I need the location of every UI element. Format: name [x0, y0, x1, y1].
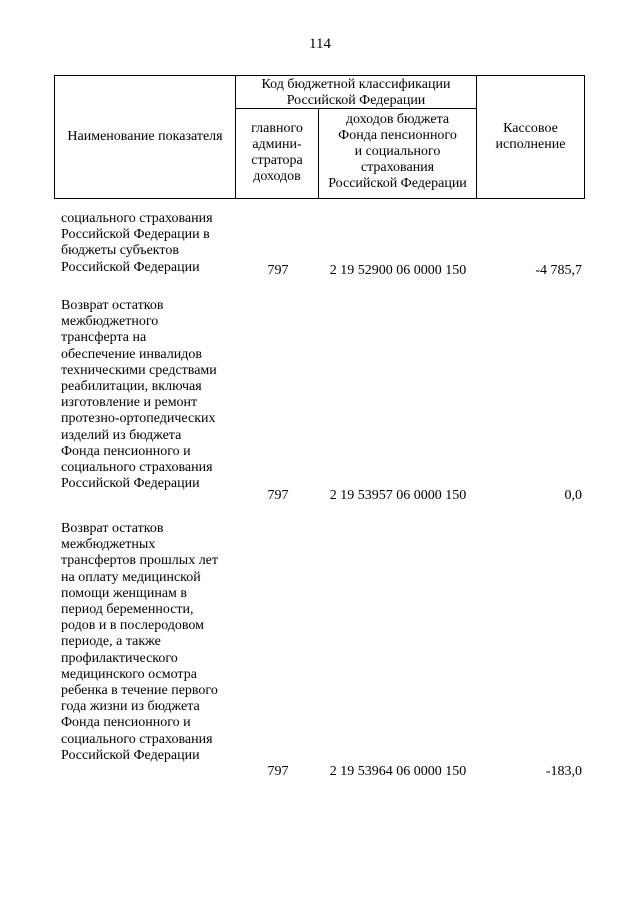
- row-indicator-name: [61, 211, 251, 276]
- row-indicator-name: [61, 298, 251, 492]
- row-admin-code: 797: [267, 263, 289, 278]
- header-admin-line: стратора: [251, 153, 303, 168]
- row-name-line: Фонда пенсионного и: [61, 715, 191, 731]
- row-name-line: социального страхования: [61, 460, 213, 476]
- header-admin-line: доходов: [253, 169, 301, 184]
- row-admin-code: 797: [267, 488, 289, 503]
- header-admin-column: [236, 121, 318, 185]
- row-name-line: помощи женщинам в: [61, 585, 187, 601]
- header-exec-line: исполнение: [495, 137, 566, 152]
- row-name-line: Возврат остатков: [61, 298, 164, 313]
- row-name-line: трансфертов прошлых лет: [61, 553, 219, 569]
- row-name-line: периоде, а также: [61, 634, 161, 650]
- row-execution-value: 0,0: [564, 488, 582, 503]
- row-name-line: Возврат остатков: [61, 521, 164, 536]
- row-name-line: медицинского осмотра: [61, 666, 197, 682]
- row-name-line: обеспечение инвалидов: [61, 346, 202, 362]
- header-code-group: [236, 77, 476, 109]
- header-income-line: страхования: [360, 160, 435, 175]
- row-name-line: Российской Федерации: [61, 259, 200, 275]
- row-income-code: 2 19 53964 06 0000 150: [329, 764, 467, 779]
- row-name-line: социального страхования: [61, 211, 213, 226]
- row-name-line: родов и в послеродовом: [61, 618, 205, 634]
- row-execution-value: -4 785,7: [535, 263, 582, 278]
- row-name-line: межбюджетных: [61, 537, 156, 553]
- row-name-line: период беременности,: [61, 602, 194, 618]
- row-name-line: бюджеты субъектов: [61, 243, 179, 259]
- header-code-line: Российской Федерации: [286, 93, 426, 108]
- row-name-line: протезно-ортопедических: [61, 411, 216, 427]
- row-income-code: 2 19 52900 06 0000 150: [329, 263, 467, 278]
- row-name-line: изделий из бюджета: [61, 427, 182, 443]
- header-exec-line: Кассовое: [503, 121, 558, 136]
- row-name-line: техническими средствами: [61, 362, 217, 378]
- row-name-line: Российской Федерации в: [61, 227, 210, 243]
- row-name-line: ребенка в течение первого: [61, 683, 218, 699]
- row-name-line: на оплату медицинской: [61, 569, 201, 585]
- row-name-line: профилактического: [61, 650, 178, 666]
- row-name-line: реабилитации, включая: [61, 379, 202, 395]
- header-admin-line: админи-: [252, 137, 302, 152]
- page-number: 114: [309, 36, 331, 52]
- row-name-line: Российской Федерации: [61, 747, 200, 763]
- header-admin-line: главного: [251, 121, 303, 136]
- table-header: [54, 75, 585, 199]
- row-name-line: межбюджетного: [61, 314, 159, 330]
- row-name-line: Фонда пенсионного и: [61, 443, 191, 459]
- row-name-line: Российской Федерации: [61, 476, 200, 492]
- row-indicator-name: [61, 521, 251, 764]
- header-name-column: Наименование показателя: [67, 129, 223, 144]
- header-code-line: Код бюджетной классификации: [261, 77, 451, 92]
- row-name-line: года жизни из бюджета: [61, 699, 200, 715]
- row-name-line: изготовление и ремонт: [61, 395, 198, 411]
- header-income-column: [319, 112, 476, 192]
- row-name-line: социального страхования: [61, 731, 213, 747]
- header-income-line: Фонда пенсионного: [338, 128, 457, 143]
- header-income-line: доходов бюджета: [345, 112, 450, 127]
- row-admin-code: 797: [267, 764, 289, 779]
- row-name-line: трансферта на: [61, 330, 147, 346]
- header-income-line: и социального: [354, 144, 441, 159]
- row-execution-value: -183,0: [545, 764, 582, 779]
- row-income-code: 2 19 53957 06 0000 150: [329, 488, 467, 503]
- header-income-line: Российской Федерации: [328, 176, 467, 191]
- header-execution-column: [477, 121, 584, 153]
